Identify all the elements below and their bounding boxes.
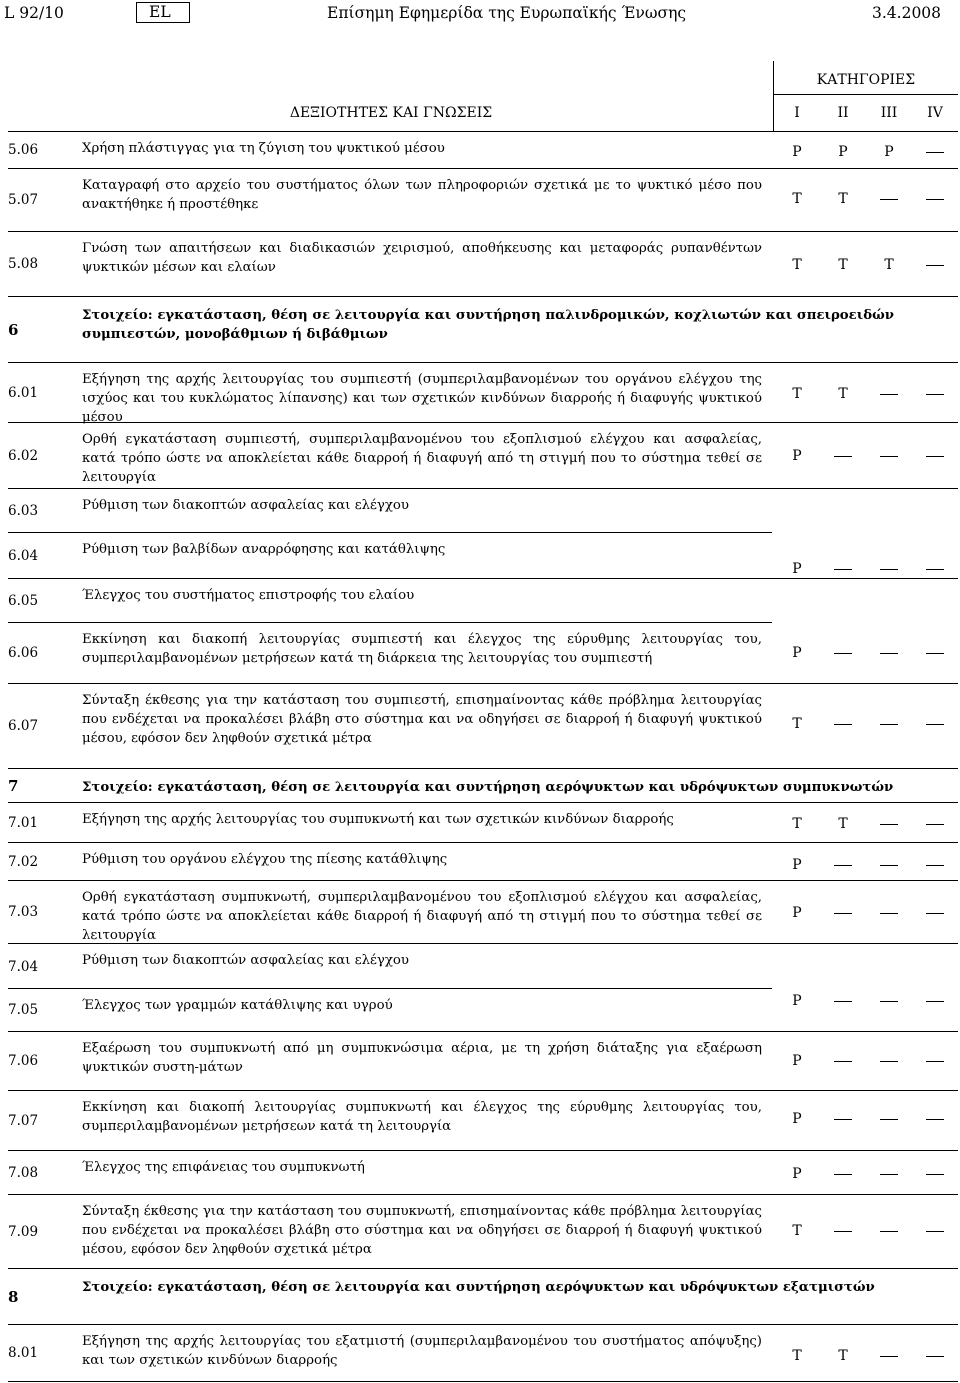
category-column-header: I	[794, 105, 800, 121]
row-number: 6.04	[8, 547, 39, 564]
row-number: 6.06	[8, 645, 39, 661]
table-row	[8, 623, 958, 684]
category-level: T	[838, 1348, 848, 1364]
category-levels	[774, 716, 958, 732]
table-row	[8, 803, 958, 843]
skills-title: ΔΕΞΙΟΤΗΤΕΣ ΚΑΙ ΓΝΩΣΕΙΣ	[289, 105, 493, 121]
category-level	[866, 1166, 912, 1182]
table-row	[8, 169, 958, 232]
skill-description: Έλεγχος του συστήματος επιστροφής του ελαίου	[82, 588, 415, 603]
skill-description: Έλεγχος της επιφάνειας του συμπυκνωτή	[82, 1160, 365, 1175]
row-number: 5.07	[8, 192, 39, 208]
category-level	[912, 1166, 958, 1182]
table-row	[8, 1151, 958, 1195]
category-levels	[774, 561, 958, 577]
category-levels	[774, 144, 958, 160]
category-level	[866, 561, 912, 577]
page-header	[0, 0, 960, 28]
table-body	[8, 132, 958, 1382]
category-level	[820, 1053, 866, 1069]
table-row	[8, 684, 958, 769]
category-level: T	[792, 716, 802, 732]
category-levels	[774, 1166, 958, 1182]
category-level	[866, 716, 912, 732]
category-level	[912, 1348, 958, 1364]
category-levels	[774, 905, 958, 921]
table-header-row	[8, 61, 958, 132]
category-level	[866, 1223, 912, 1239]
category-levels	[774, 257, 958, 273]
row-number: 7.01	[8, 814, 39, 831]
category-level	[912, 1111, 958, 1127]
category-level: P	[792, 905, 802, 921]
category-level: T	[792, 257, 802, 273]
table-row	[8, 1032, 958, 1091]
category-level: P	[838, 144, 848, 160]
category-levels	[774, 857, 958, 873]
skill-description: Ορθή εγκατάσταση συμπυκνωτή, συμπεριλαμβανομένου του εξοπλισμού ελέγχου και ασφαλείας, κατά τρόπο ώστε να αποκλείεται κάθε διαρροή ή διαφυγή από τη στιγμή που το σύστημα τεθεί σε λειτουργία	[82, 890, 762, 943]
skill-description: Εξήγηση της αρχής λειτουργίας του συμπιεστή (συμπεριλαμβανομένων του οργάνου ελέγχου της ισχύος και του κυκλώματος λίπανσης) και των σχετικών κινδύνων διαρροής ή διαφυγής ψυκτικού μέσου	[82, 372, 762, 425]
row-number: 7.03	[8, 904, 39, 920]
category-column-header: III	[880, 105, 898, 121]
skill-description: Σύνταξη έκθεσης για την κατάσταση του συμπιεστή, επισημαίνοντας κάθε πρόβλημα λειτουργίας που ενδέχεται να προκαλέσει βλάβη στο σύστημα και να οδηγήσει σε διαρροή ή διαφυγή ψυκτικού μέσου, εφόσον δεν ληφθούν σχετικά μέτρα	[82, 693, 762, 746]
row-number: 6.03	[8, 503, 39, 519]
category-levels	[774, 993, 958, 1009]
category-level	[866, 857, 912, 873]
category-level	[866, 1053, 912, 1069]
category-level: P	[792, 144, 802, 160]
row-number: 7.06	[8, 1053, 39, 1069]
skill-description: Ρύθμιση των βαλβίδων αναρρόφησης και κατάθλιψης	[82, 542, 446, 557]
category-levels	[774, 1223, 958, 1239]
skill-description: Ρύθμιση των διακοπτών ασφαλείας και ελέγχου	[82, 498, 409, 513]
skill-description: Εξήγηση της αρχής λειτουργίας του συμπυκνωτή και των σχετικών κινδύνων διαρροής	[82, 812, 674, 827]
category-level: P	[792, 1053, 802, 1069]
row-number: 5.08	[8, 256, 39, 272]
skill-description: Ρύθμιση του οργάνου ελέγχου της πίεσης κατάθλιψης	[82, 852, 448, 867]
category-levels	[774, 191, 958, 207]
skill-description: Εξήγηση της αρχής λειτουργίας του εξατμιστή (συμπεριλαμβανομένου του συστήματος απόψυξης) και των σχετικών κινδύνων διαρροής	[82, 1334, 762, 1368]
category-level	[912, 816, 958, 832]
category-level: T	[792, 1223, 802, 1239]
row-number: 7.08	[8, 1164, 39, 1181]
table-row	[8, 843, 958, 881]
category-levels	[774, 816, 958, 832]
table-row	[8, 489, 958, 533]
category-level	[912, 561, 958, 577]
section-heading: Στοιχείο: εγκατάσταση, θέση σε λειτουργία και συντήρηση παλινδρομικών, κοχλιωτών και σπειροειδών συμπιεστών, μονοβάθμιων ή διβάθμιων	[82, 308, 894, 342]
row-number: 8	[8, 1287, 19, 1306]
category-level: P	[792, 857, 802, 873]
category-level	[866, 905, 912, 921]
category-level	[866, 1111, 912, 1127]
category-level: T	[838, 191, 848, 207]
skill-description: Χρήση πλάστιγγας για τη ζύγιση του ψυκτικού μέσου	[82, 141, 445, 156]
category-level	[912, 1223, 958, 1239]
row-number: 8.01	[8, 1345, 39, 1361]
category-level	[912, 905, 958, 921]
category-level	[820, 1166, 866, 1182]
category-level	[866, 645, 912, 661]
category-level	[912, 645, 958, 661]
skill-description: Σύνταξη έκθεσης για την κατάσταση του συμπυκνωτή, επισημαίνοντας κάθε πρόβλημα λειτουργίας που ενδέχεται να προκαλέσει βλάβη στο σύστημα και να οδηγήσει σε διαρροή ή διαφυγή ψυκτικού μέσου, εφόσον δεν ληφθούν σχετικά μέτρα	[82, 1204, 762, 1257]
row-number: 6	[8, 320, 19, 339]
table-row	[8, 363, 958, 423]
table-row	[8, 232, 958, 297]
category-level	[912, 386, 958, 402]
category-level	[866, 191, 912, 207]
table-row	[8, 533, 958, 579]
table-row	[8, 1325, 958, 1382]
skills-table	[8, 61, 958, 1382]
skill-description: Εξαέρωση του συμπυκνωτή από μη συμπυκνώσιμα αέρια, με τη χρήση διάταξης για εξαέρωση ψυκτικών συστη-μάτων	[82, 1041, 762, 1075]
category-level	[820, 561, 866, 577]
journal-title: Επίσημη Εφημερίδα της Ευρωπαϊκής Ένωσης	[327, 4, 687, 22]
table-row	[8, 944, 958, 989]
row-number: 6.01	[8, 384, 39, 401]
table-row	[8, 989, 958, 1032]
category-level	[912, 191, 958, 207]
skill-description: Εκκίνηση και διακοπή λειτουργίας συμπιεστή και έλεγχος της εύρυθμης λειτουργίας του, συμπεριλαμβανομένων μετρήσεων κατά τη διάρκεια της λειτουργίας του συμπιεστή	[82, 632, 762, 666]
row-number: 6.05	[8, 593, 39, 609]
row-number: 7.02	[8, 853, 39, 870]
category-level: T	[838, 816, 848, 832]
category-levels	[774, 1348, 958, 1364]
category-levels	[774, 1111, 958, 1127]
category-column-header: II	[837, 105, 849, 121]
skill-description: Έλεγχος των γραμμών κατάθλιψης και υγρού	[82, 998, 393, 1013]
category-level	[820, 716, 866, 732]
category-level: T	[838, 257, 848, 273]
publication-date: 3.4.2008	[872, 4, 942, 22]
category-level	[820, 448, 866, 464]
category-level	[912, 448, 958, 464]
categories-title: ΚΑΤΗΓΟΡΙΕΣ	[816, 72, 916, 88]
category-level: T	[792, 1348, 802, 1364]
category-level	[912, 716, 958, 732]
category-level: T	[792, 816, 802, 832]
category-level: T	[838, 386, 848, 402]
category-level	[820, 857, 866, 873]
table-row	[8, 579, 958, 623]
category-level	[866, 993, 912, 1009]
category-level: P	[884, 144, 894, 160]
page-reference: L 92/10	[4, 4, 64, 22]
row-number: 7.04	[8, 958, 39, 975]
category-levels	[774, 645, 958, 661]
category-level: T	[792, 386, 802, 402]
row-number: 6.02	[8, 447, 39, 464]
category-level	[912, 1053, 958, 1069]
category-level	[820, 1111, 866, 1127]
row-number: 7.05	[8, 1002, 39, 1018]
category-level	[820, 905, 866, 921]
category-levels	[774, 386, 958, 402]
category-level	[866, 386, 912, 402]
category-level	[866, 1348, 912, 1364]
section-heading: Στοιχείο: εγκατάσταση, θέση σε λειτουργία και συντήρηση αερόψυκτων και υδρόψυκτων συμπυκνωτών	[82, 780, 894, 795]
category-level: T	[792, 191, 802, 207]
category-level: T	[884, 257, 894, 273]
table-row	[8, 132, 958, 169]
row-number: 6.07	[8, 718, 39, 734]
category-levels	[774, 448, 958, 464]
section-heading-row	[8, 769, 958, 803]
skill-description: Εκκίνηση και διακοπή λειτουργίας συμπυκνωτή και έλεγχος της εύρυθμης λειτουργίας του, συμπεριλαμβανομένων μετρήσεων κατά τη λειτουργία	[82, 1100, 762, 1134]
category-column-header: IV	[927, 105, 943, 121]
table-row	[8, 881, 958, 944]
category-level	[820, 993, 866, 1009]
category-level	[912, 857, 958, 873]
row-number: 7.07	[8, 1112, 39, 1129]
category-levels	[774, 1053, 958, 1069]
skill-description: Γνώση των απαιτήσεων και διαδικασιών χειρισμού, αποθήκευσης και μεταφοράς ρυπανθέντων ψυκτικών μέσων και ελαίων	[82, 241, 762, 275]
section-heading-row	[8, 1269, 958, 1325]
table-row	[8, 423, 958, 489]
row-number: 5.06	[8, 142, 39, 158]
language-badge: EL	[136, 2, 190, 23]
section-heading: Στοιχείο: εγκατάσταση, θέση σε λειτουργία και συντήρηση αερόψυκτων και υδρόψυκτων εξατμιστών	[82, 1280, 875, 1295]
category-level: P	[792, 448, 802, 464]
category-level	[866, 816, 912, 832]
category-level: P	[792, 1166, 802, 1182]
row-number: 7	[8, 776, 19, 795]
table-row	[8, 1195, 958, 1269]
category-level: P	[792, 993, 802, 1009]
skill-description: Ορθή εγκατάσταση συμπιεστή, συμπεριλαμβανομένου του εξοπλισμού ελέγχου και ασφαλείας, κατά τρόπο ώστε να αποκλείεται κάθε διαρροή ή διαφυγή από τη στιγμή που το σύστημα τεθεί σε λειτουργία	[82, 432, 762, 485]
category-level: P	[792, 561, 802, 577]
category-level	[820, 1223, 866, 1239]
table-row	[8, 1091, 958, 1151]
section-heading-row	[8, 297, 958, 363]
category-level	[912, 144, 958, 160]
skill-description: Ρύθμιση των διακοπτών ασφαλείας και ελέγχου	[82, 953, 409, 968]
row-number: 7.09	[8, 1223, 39, 1240]
category-level	[866, 448, 912, 464]
category-level	[912, 257, 958, 273]
category-level	[820, 645, 866, 661]
skill-description: Καταγραφή στο αρχείο του συστήματος όλων των πληροφοριών σχετικά με το ψυκτικό μέσο που ανακτήθηκε ή προστέθηκε	[82, 178, 762, 212]
category-level	[912, 993, 958, 1009]
category-level: P	[792, 645, 802, 661]
category-level: P	[792, 1111, 802, 1127]
category-columns	[774, 105, 958, 121]
